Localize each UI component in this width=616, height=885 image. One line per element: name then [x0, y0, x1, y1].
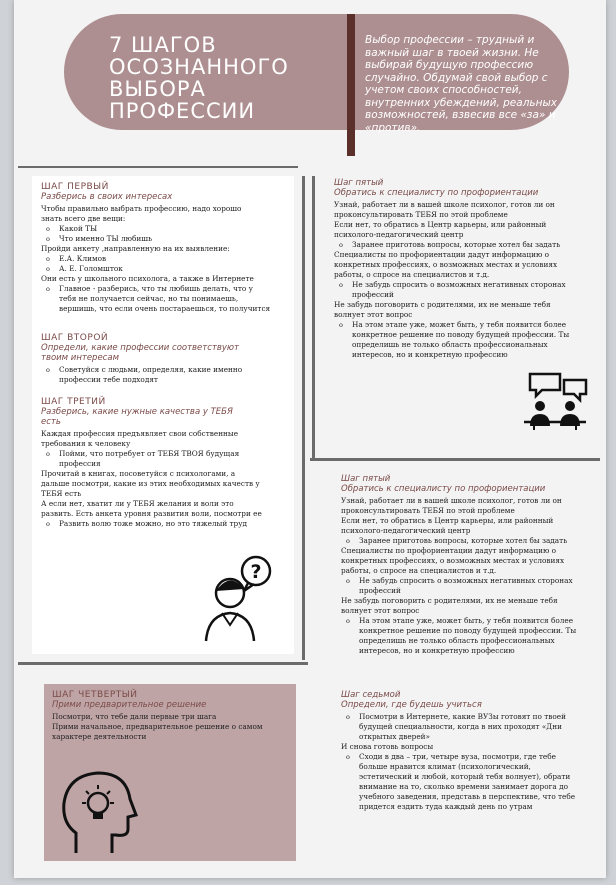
step-5b-subheading: Обратись к специалисту по профориентации — [341, 484, 546, 494]
text-line: ТЕБЯ есть — [41, 489, 82, 498]
text-line: волнует этот вопрос — [334, 310, 413, 319]
poster-title: 7 ШАГОВ ОСОЗНАННОГО ВЫБОРА ПРОФЕССИИ — [109, 33, 289, 123]
text-line: Не забудь поговорить с родителями, их не меньше тебя — [334, 300, 551, 309]
poster-sheet — [14, 0, 606, 878]
text-line: Прочитай в книгах, посоветуйся с психологами, а — [41, 469, 236, 478]
text-line: тебя не получается сейчас, но ты понимаешь, — [59, 294, 239, 303]
divider-top-left — [18, 166, 298, 168]
text-line: характере деятельности — [52, 732, 147, 741]
text-line: учебного заведения, представь в перспективе, что тебе — [359, 792, 576, 801]
text-line: А если нет, хватит ли у ТЕБЯ желания и воли это — [41, 499, 234, 508]
step-1-subheading: Разберись в своих интересах — [41, 192, 173, 202]
step-5b-heading: Шаг пятый — [341, 474, 391, 484]
text-line: Прими начальное, предварительное решение о самом — [52, 722, 263, 731]
bullet-item: o Е.А. Климов — [41, 254, 291, 264]
step-1 — [41, 182, 291, 314]
text-line: интересов, но и конкретную профессию — [352, 350, 508, 359]
divider-vertical-left — [302, 176, 305, 660]
text-line: знать всего две вещи: — [41, 214, 126, 223]
step-7 — [341, 690, 603, 812]
bullet-item: o Пойми, что потребует от ТЕБЯ ТВОЯ будущая — [41, 449, 291, 459]
text-line: определишь не только область профессиональных — [359, 636, 555, 645]
text-line: профессий — [359, 586, 401, 595]
text-line: проконсультировать ТЕБЯ по этой проблеме — [341, 506, 515, 515]
text-line: конкретных профессиях, о возможных местах и условиях — [334, 260, 558, 269]
divider-bottom-left — [18, 662, 308, 665]
text-line: психолого-педагогический центр — [341, 526, 471, 535]
bullet-item: o Заранее приготовь вопросы, которые хотел бы задать — [334, 240, 596, 250]
text-line: профессии тебе подходят — [59, 375, 158, 384]
step-5a-heading: Шаг пятый — [334, 178, 384, 188]
step-4-subheading: Прими предварительное решение — [52, 700, 207, 710]
text-line: требования к человеку — [41, 439, 131, 448]
step-2-lines — [41, 365, 291, 385]
step-1-lines — [41, 204, 291, 314]
text-line: будущей специальности, когда в них проходят «Дни — [359, 722, 562, 731]
step-5b — [341, 474, 603, 656]
bullet-item: o Не забудь спросить о возможных негативных сторонах — [341, 576, 603, 586]
step-7-subheading: Определи, где будешь учиться — [341, 700, 482, 710]
text-line: профессий — [352, 290, 394, 299]
bullet-item: o Заранее приготовь вопросы, которые хотел бы задать — [341, 536, 603, 546]
step-3-lines — [41, 429, 291, 529]
text-line: Они есть у школьного психолога, а также в Интернете — [41, 274, 254, 283]
text-line: Узнай, работает ли в вашей школе психолог, готов ли он — [341, 496, 562, 505]
header-divider — [347, 14, 355, 156]
bullet-item: o Что именно ТЫ любишь — [41, 234, 291, 244]
text-line: проконсультировать ТЕБЯ по этой проблеме — [334, 210, 508, 219]
text-line: работы, о спросе на специалистов и т.д. — [341, 566, 497, 575]
text-line: дальше посмотри, какие из этих необходимых качеств у — [41, 479, 260, 488]
text-line: интересов, но и конкретную профессию — [359, 646, 515, 655]
step-5a-subheading: Обратись к специалисту по профориентации — [334, 188, 539, 198]
bullet-item: o А. Е. Голомшток — [41, 264, 291, 274]
text-line: вершишь, что если очень постараешься, то получится — [59, 304, 271, 313]
step-3-subheading: Разберись, какие нужные качества у ТЕБЯ — [41, 407, 233, 417]
step-4 — [52, 690, 292, 742]
text-line: развить. Есть анкета уровня развития воли, посмотри ее — [41, 509, 262, 518]
bullet-item: o Какой ТЫ — [41, 224, 291, 234]
text-line: И снова готовь вопросы — [341, 742, 434, 751]
step-5a-lines — [334, 200, 596, 360]
text-line: Посмотри, что тебе дали первые три шага — [52, 712, 217, 721]
step-2 — [41, 333, 291, 385]
text-line: работы, о спросе на специалистов и т.д. — [334, 270, 490, 279]
step-4-heading: ШАГ ЧЕТВЕРТЫЙ — [52, 690, 138, 700]
text-line: конкретное решение по поводу будущей профессии. Ты — [359, 626, 577, 635]
step-1-heading: ШАГ ПЕРВЫЙ — [41, 182, 109, 192]
bullet-item: o На этом этапе уже, может быть, у тебя появится более — [334, 320, 596, 330]
bullet-item: o Сходи в два – три, четыре вуза, посмотри, где тебе — [341, 752, 603, 762]
step-5a — [334, 178, 596, 360]
step-3-heading: ШАГ ТРЕТИЙ — [41, 397, 106, 407]
text-line: Узнай, работает ли в вашей школе психолог, готов ли он — [334, 200, 555, 209]
text-line: конкретное решение по поводу будущей профессии. Ты — [352, 330, 570, 339]
step-4-lines — [52, 712, 292, 742]
text-line: внимание на то, сколько времени занимает дорога до — [359, 782, 568, 791]
header-pill — [64, 14, 569, 134]
text-line: Каждая профессия предъявляет свои собственные — [41, 429, 239, 438]
step-3-subheading-cont: есть — [41, 417, 61, 427]
step-5b-lines — [341, 496, 603, 656]
people-talking-icon — [520, 370, 590, 430]
text-line: Если нет, то обратись в Центр карьеры, или районный — [334, 220, 547, 229]
text-line: волнует этот вопрос — [341, 606, 420, 615]
text-line: открытых дверей» — [359, 732, 430, 741]
bullet-item: o Советуйся с людьми, определяя, какие именно — [41, 365, 291, 375]
divider-vertical-right — [312, 176, 315, 460]
text-line: Чтобы правильно выбрать профессию, надо хорошо — [41, 204, 242, 213]
bullet-item: o Развить волю тоже можно, но это тяжелый труд — [41, 519, 291, 529]
question-mark-glyph: ? — [250, 561, 262, 583]
text-line: психолого-педагогический центр — [334, 230, 464, 239]
bullet-item: o Главное - разберись, что ты любишь делать, что у — [41, 284, 291, 294]
person-question-icon — [194, 553, 292, 643]
bullet-item: o Не забудь спросить о возможных негативных сторонах — [334, 280, 596, 290]
step-3 — [41, 397, 291, 529]
text-line: определишь не только область профессиональных — [352, 340, 548, 349]
divider-middle-right — [310, 458, 600, 461]
step-2-heading: ШАГ ВТОРОЙ — [41, 333, 109, 343]
step-7-heading: Шаг седьмой — [341, 690, 401, 700]
head-lightbulb-icon — [56, 763, 138, 855]
text-line: эстетический и любой, который тебя волнует), обрати — [359, 772, 571, 781]
bullet-item: o Посмотри в Интернете, какие ВУЗы готовят по твоей — [341, 712, 603, 722]
text-line: Если нет, то обратись в Центр карьеры, или районный — [341, 516, 554, 525]
text-line: профессия — [59, 459, 101, 468]
text-line: придется ездить туда каждый день по утрам — [359, 802, 533, 811]
step-2-subheading: Определи, какие профессии соответствуют — [41, 343, 240, 353]
text-line: Пройди анкету ,направленную на их выявление: — [41, 244, 230, 253]
poster-intro: Выбор профессии – трудный и важный шаг в твоей жизни. Не выбирай будущую профессию случайно. Обдумай свой выбор с учетом своих способностей, внутренних убеждений, реальных возможностей, взвесив все «за» и «против». — [365, 34, 557, 134]
text-line: Специалисты по профориентации дадут информацию о — [334, 250, 550, 259]
text-line: больше нравится климат (психологический, — [359, 762, 531, 771]
step-2-subheading-cont: твоим интересам — [41, 353, 119, 363]
step-7-lines — [341, 712, 603, 812]
text-line: конкретных профессиях, о возможных местах и условиях — [341, 556, 565, 565]
text-line: Специалисты по профориентации дадут информацию о — [341, 546, 557, 555]
bullet-item: o На этом этапе уже, может быть, у тебя появится более — [341, 616, 603, 626]
text-line: Не забудь поговорить с родителями, их не меньше тебя — [341, 596, 558, 605]
